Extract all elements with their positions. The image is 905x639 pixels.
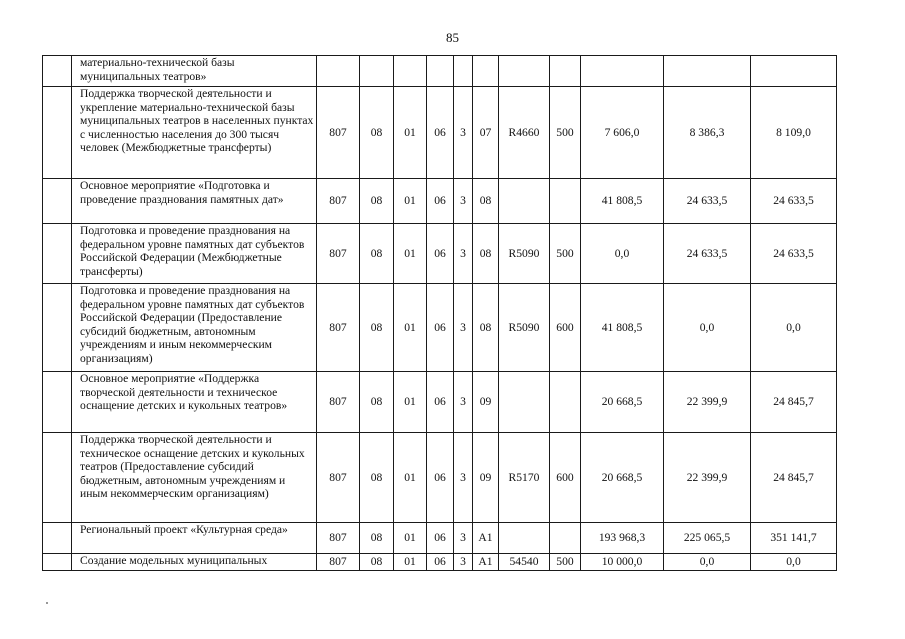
table-row: [43, 523, 837, 554]
item-name: Основное мероприятие «Подготовка и проведение празднования памятных дат»: [72, 179, 317, 224]
table-row: [43, 179, 837, 224]
amount-year-1: 193 968,3: [581, 523, 664, 554]
subsection-code: 01: [394, 372, 427, 433]
section-code: 08: [360, 284, 394, 372]
blank-cell: [43, 284, 72, 372]
direction-code: R4660: [499, 87, 550, 179]
blank-cell: [43, 433, 72, 523]
amount-year-1: 20 668,5: [581, 433, 664, 523]
item-name: Поддержка творческой деятельности и техническое оснащение детских и кукольных театров (Предоставление субсидий бюджетным, автономным учреждениям и иным некоммерческим организациям): [72, 433, 317, 523]
expense-type-code: 500: [550, 87, 581, 179]
grbs-code: 807: [317, 224, 360, 284]
program-code: 06: [427, 433, 454, 523]
item-name: Создание модельных муниципальных: [72, 554, 317, 571]
activity-code: А1: [473, 523, 499, 554]
section-code: 08: [360, 433, 394, 523]
activity-code: 08: [473, 284, 499, 372]
section-code: 08: [360, 554, 394, 571]
activity-code: 08: [473, 224, 499, 284]
item-name: Поддержка творческой деятельности и укрепление материально-технической базы муниципальных театров в населенных пунктах с численностью населения до 300 тысяч человек (Межбюджетные трансферты): [72, 87, 317, 179]
grbs-code: 807: [317, 372, 360, 433]
subprogram-code: 3: [454, 554, 473, 571]
grbs-code: 807: [317, 284, 360, 372]
table-row: [43, 554, 837, 571]
amount-year-3: 24 633,5: [751, 224, 837, 284]
program-code: 06: [427, 284, 454, 372]
amount-year-2: 24 633,5: [664, 179, 751, 224]
subprogram-code: 3: [454, 523, 473, 554]
item-name: Подготовка и проведение празднования на федеральном уровне памятных дат субъектов Российской Федерации (Предоставление субсидий бюджетным, автономным учреждениям и иным некоммерческим организациям): [72, 284, 317, 372]
subprogram-code: 3: [454, 224, 473, 284]
grbs-code: 807: [317, 433, 360, 523]
expense-type-code: [550, 56, 581, 87]
blank-cell: [43, 179, 72, 224]
item-name: Региональный проект «Культурная среда»: [72, 523, 317, 554]
table-row: [43, 87, 837, 179]
subprogram-code: 3: [454, 87, 473, 179]
direction-code: [499, 372, 550, 433]
subsection-code: 01: [394, 284, 427, 372]
item-name: Подготовка и проведение празднования на федеральном уровне памятных дат субъектов Российской Федерации (Межбюджетные трансферты): [72, 224, 317, 284]
blank-cell: [43, 523, 72, 554]
table-row: [43, 284, 837, 372]
program-code: [427, 56, 454, 87]
table-row: [43, 372, 837, 433]
table-row: [43, 56, 837, 87]
amount-year-2: 22 399,9: [664, 433, 751, 523]
subsection-code: 01: [394, 554, 427, 571]
blank-cell: [43, 56, 72, 87]
blank-cell: [43, 224, 72, 284]
program-code: 06: [427, 372, 454, 433]
program-code: 06: [427, 179, 454, 224]
amount-year-1: 7 606,0: [581, 87, 664, 179]
direction-code: R5090: [499, 224, 550, 284]
grbs-code: 807: [317, 179, 360, 224]
section-code: 08: [360, 224, 394, 284]
direction-code: [499, 523, 550, 554]
amount-year-3: 24 845,7: [751, 433, 837, 523]
program-code: 06: [427, 523, 454, 554]
blank-cell: [43, 87, 72, 179]
amount-year-3: [751, 56, 837, 87]
subprogram-code: 3: [454, 372, 473, 433]
activity-code: [473, 56, 499, 87]
subprogram-code: 3: [454, 179, 473, 224]
subprogram-code: 3: [454, 433, 473, 523]
expense-type-code: 500: [550, 224, 581, 284]
blank-cell: [43, 554, 72, 571]
grbs-code: 807: [317, 523, 360, 554]
section-code: 08: [360, 372, 394, 433]
activity-code: 07: [473, 87, 499, 179]
budget-table: [42, 55, 837, 571]
amount-year-3: 24 845,7: [751, 372, 837, 433]
amount-year-2: 24 633,5: [664, 224, 751, 284]
expense-type-code: 600: [550, 433, 581, 523]
amount-year-1: 20 668,5: [581, 372, 664, 433]
direction-code: [499, 179, 550, 224]
subsection-code: 01: [394, 433, 427, 523]
blank-cell: [43, 372, 72, 433]
amount-year-2: 8 386,3: [664, 87, 751, 179]
amount-year-1: 0,0: [581, 224, 664, 284]
subsection-code: 01: [394, 179, 427, 224]
program-code: 06: [427, 554, 454, 571]
activity-code: 08: [473, 179, 499, 224]
expense-type-code: [550, 179, 581, 224]
amount-year-3: 351 141,7: [751, 523, 837, 554]
amount-year-1: 10 000,0: [581, 554, 664, 571]
activity-code: 09: [473, 433, 499, 523]
subprogram-code: 3: [454, 284, 473, 372]
subsection-code: 01: [394, 523, 427, 554]
direction-code: R5090: [499, 284, 550, 372]
amount-year-3: 8 109,0: [751, 87, 837, 179]
expense-type-code: 600: [550, 284, 581, 372]
amount-year-1: [581, 56, 664, 87]
grbs-code: [317, 56, 360, 87]
grbs-code: 807: [317, 554, 360, 571]
amount-year-1: 41 808,5: [581, 284, 664, 372]
scan-speck: [46, 602, 48, 604]
amount-year-2: 0,0: [664, 554, 751, 571]
program-code: 06: [427, 87, 454, 179]
amount-year-3: 24 633,5: [751, 179, 837, 224]
direction-code: 54540: [499, 554, 550, 571]
section-code: 08: [360, 87, 394, 179]
section-code: 08: [360, 523, 394, 554]
page-number: 85: [446, 30, 459, 45]
direction-code: R5170: [499, 433, 550, 523]
subsection-code: 01: [394, 224, 427, 284]
activity-code: 09: [473, 372, 499, 433]
activity-code: А1: [473, 554, 499, 571]
grbs-code: 807: [317, 87, 360, 179]
item-name: Основное мероприятие «Поддержка творческой деятельности и техническое оснащение детских и кукольных театров»: [72, 372, 317, 433]
item-name: материально-технической базы муниципальных театров»: [72, 56, 317, 87]
subsection-code: 01: [394, 87, 427, 179]
amount-year-2: 22 399,9: [664, 372, 751, 433]
subsection-code: [394, 56, 427, 87]
amount-year-3: 0,0: [751, 554, 837, 571]
subprogram-code: [454, 56, 473, 87]
amount-year-2: [664, 56, 751, 87]
amount-year-2: 0,0: [664, 284, 751, 372]
table-row: [43, 433, 837, 523]
program-code: 06: [427, 224, 454, 284]
amount-year-3: 0,0: [751, 284, 837, 372]
expense-type-code: [550, 372, 581, 433]
expense-type-code: 500: [550, 554, 581, 571]
table-row: [43, 224, 837, 284]
amount-year-1: 41 808,5: [581, 179, 664, 224]
amount-year-2: 225 065,5: [664, 523, 751, 554]
section-code: [360, 56, 394, 87]
direction-code: [499, 56, 550, 87]
expense-type-code: [550, 523, 581, 554]
section-code: 08: [360, 179, 394, 224]
